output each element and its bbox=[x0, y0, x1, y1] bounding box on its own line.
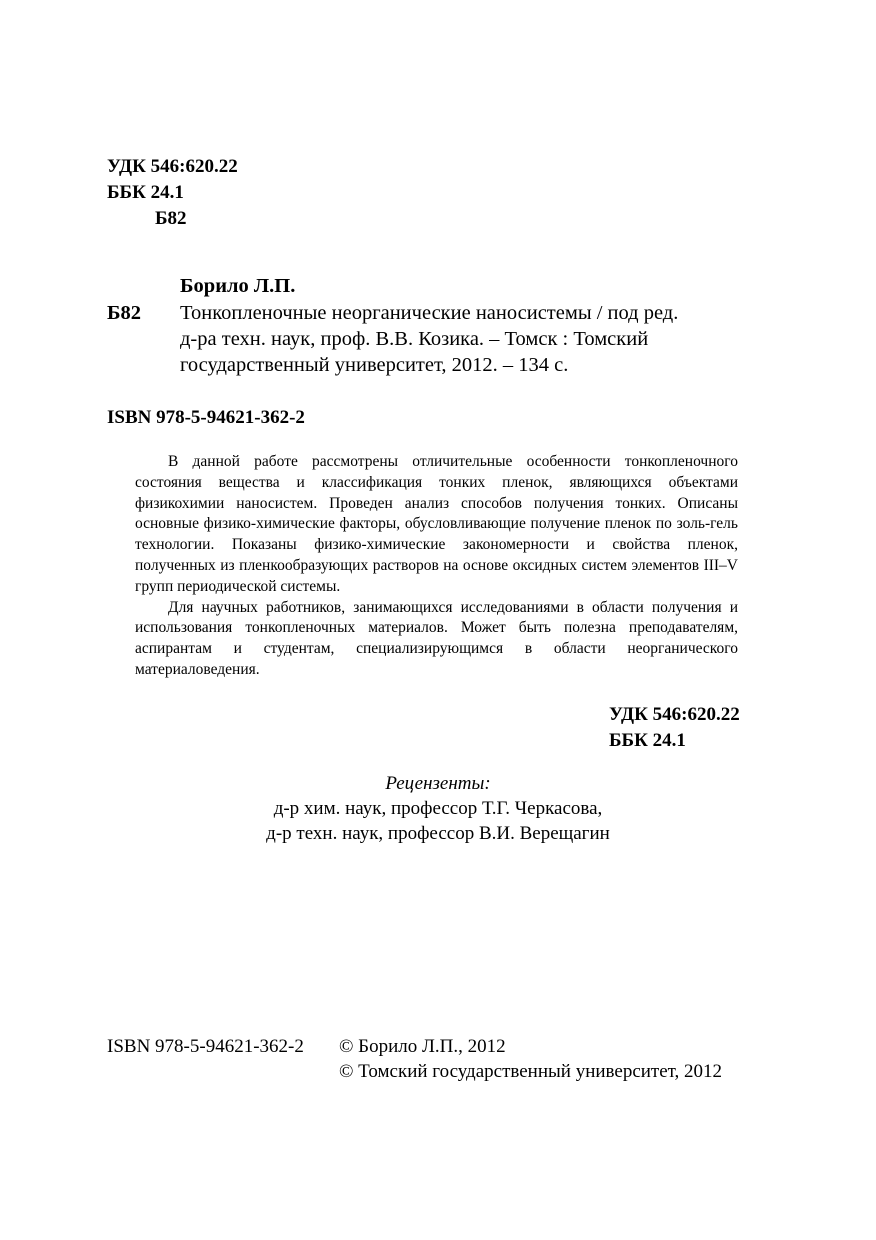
annotation-paragraph-1: В данной работе рассмотрены отличительные особенности тонкопленочного состояния вещества и классификация тонких пленок, являющихся объектами физикохимии наносистем. Проведен анализ способов получения тонких. Описаны основные физико-химические факторы, обусловливающие получение пленок по золь-гель технологии. Показаны физико-химические закономерности и свойства пленок, полученных из пленкообразующих растворов на основе оксидных систем элементов III–V групп периодической системы. bbox=[135, 453, 738, 595]
bbk-code-bottom: ББК 24.1 bbox=[609, 730, 686, 751]
udk-code-top: УДК 546:620.22 bbox=[107, 156, 238, 177]
description-line-1: Тонкопленочные неорганические наносистемы / под ред. bbox=[180, 302, 679, 324]
description-line-2: д-ра техн. наук, проф. В.В. Козика. – Томск : Томский bbox=[180, 328, 649, 350]
reviewer-1: д-р хим. наук, профессор Т.Г. Черкасова, bbox=[273, 798, 603, 819]
udk-code-bottom: УДК 546:620.22 bbox=[609, 704, 740, 725]
author-copyright: © Борило Л.П., 2012 bbox=[339, 1036, 506, 1057]
author-sign-entry: Б82 bbox=[107, 302, 142, 324]
isbn-copyright: ISBN 978-5-94621-362-2 bbox=[107, 1036, 304, 1057]
annotation bbox=[135, 452, 738, 681]
author-name: Борило Л.П. bbox=[180, 275, 296, 297]
university-copyright: © Томский государственный университет, 2012 bbox=[339, 1061, 723, 1082]
description-line-3: государственный университет, 2012. – 134 с. bbox=[180, 354, 569, 376]
bbk-code-top: ББК 24.1 bbox=[107, 182, 184, 203]
reviewers-heading: Рецензенты: bbox=[385, 773, 491, 794]
annotation-paragraph-2: Для научных работников, занимающихся исследованиями в области получения и использования тонкопленочных материалов. Может быть полезна преподавателям, аспирантам и студентам, специализирующимся в области неорганического материаловедения. bbox=[135, 598, 738, 678]
author-sign-top: Б82 bbox=[155, 208, 187, 229]
reviewer-2: д-р техн. наук, профессор В.И. Верещагин bbox=[266, 823, 610, 844]
isbn-bold: ISBN 978-5-94621-362-2 bbox=[107, 407, 305, 428]
